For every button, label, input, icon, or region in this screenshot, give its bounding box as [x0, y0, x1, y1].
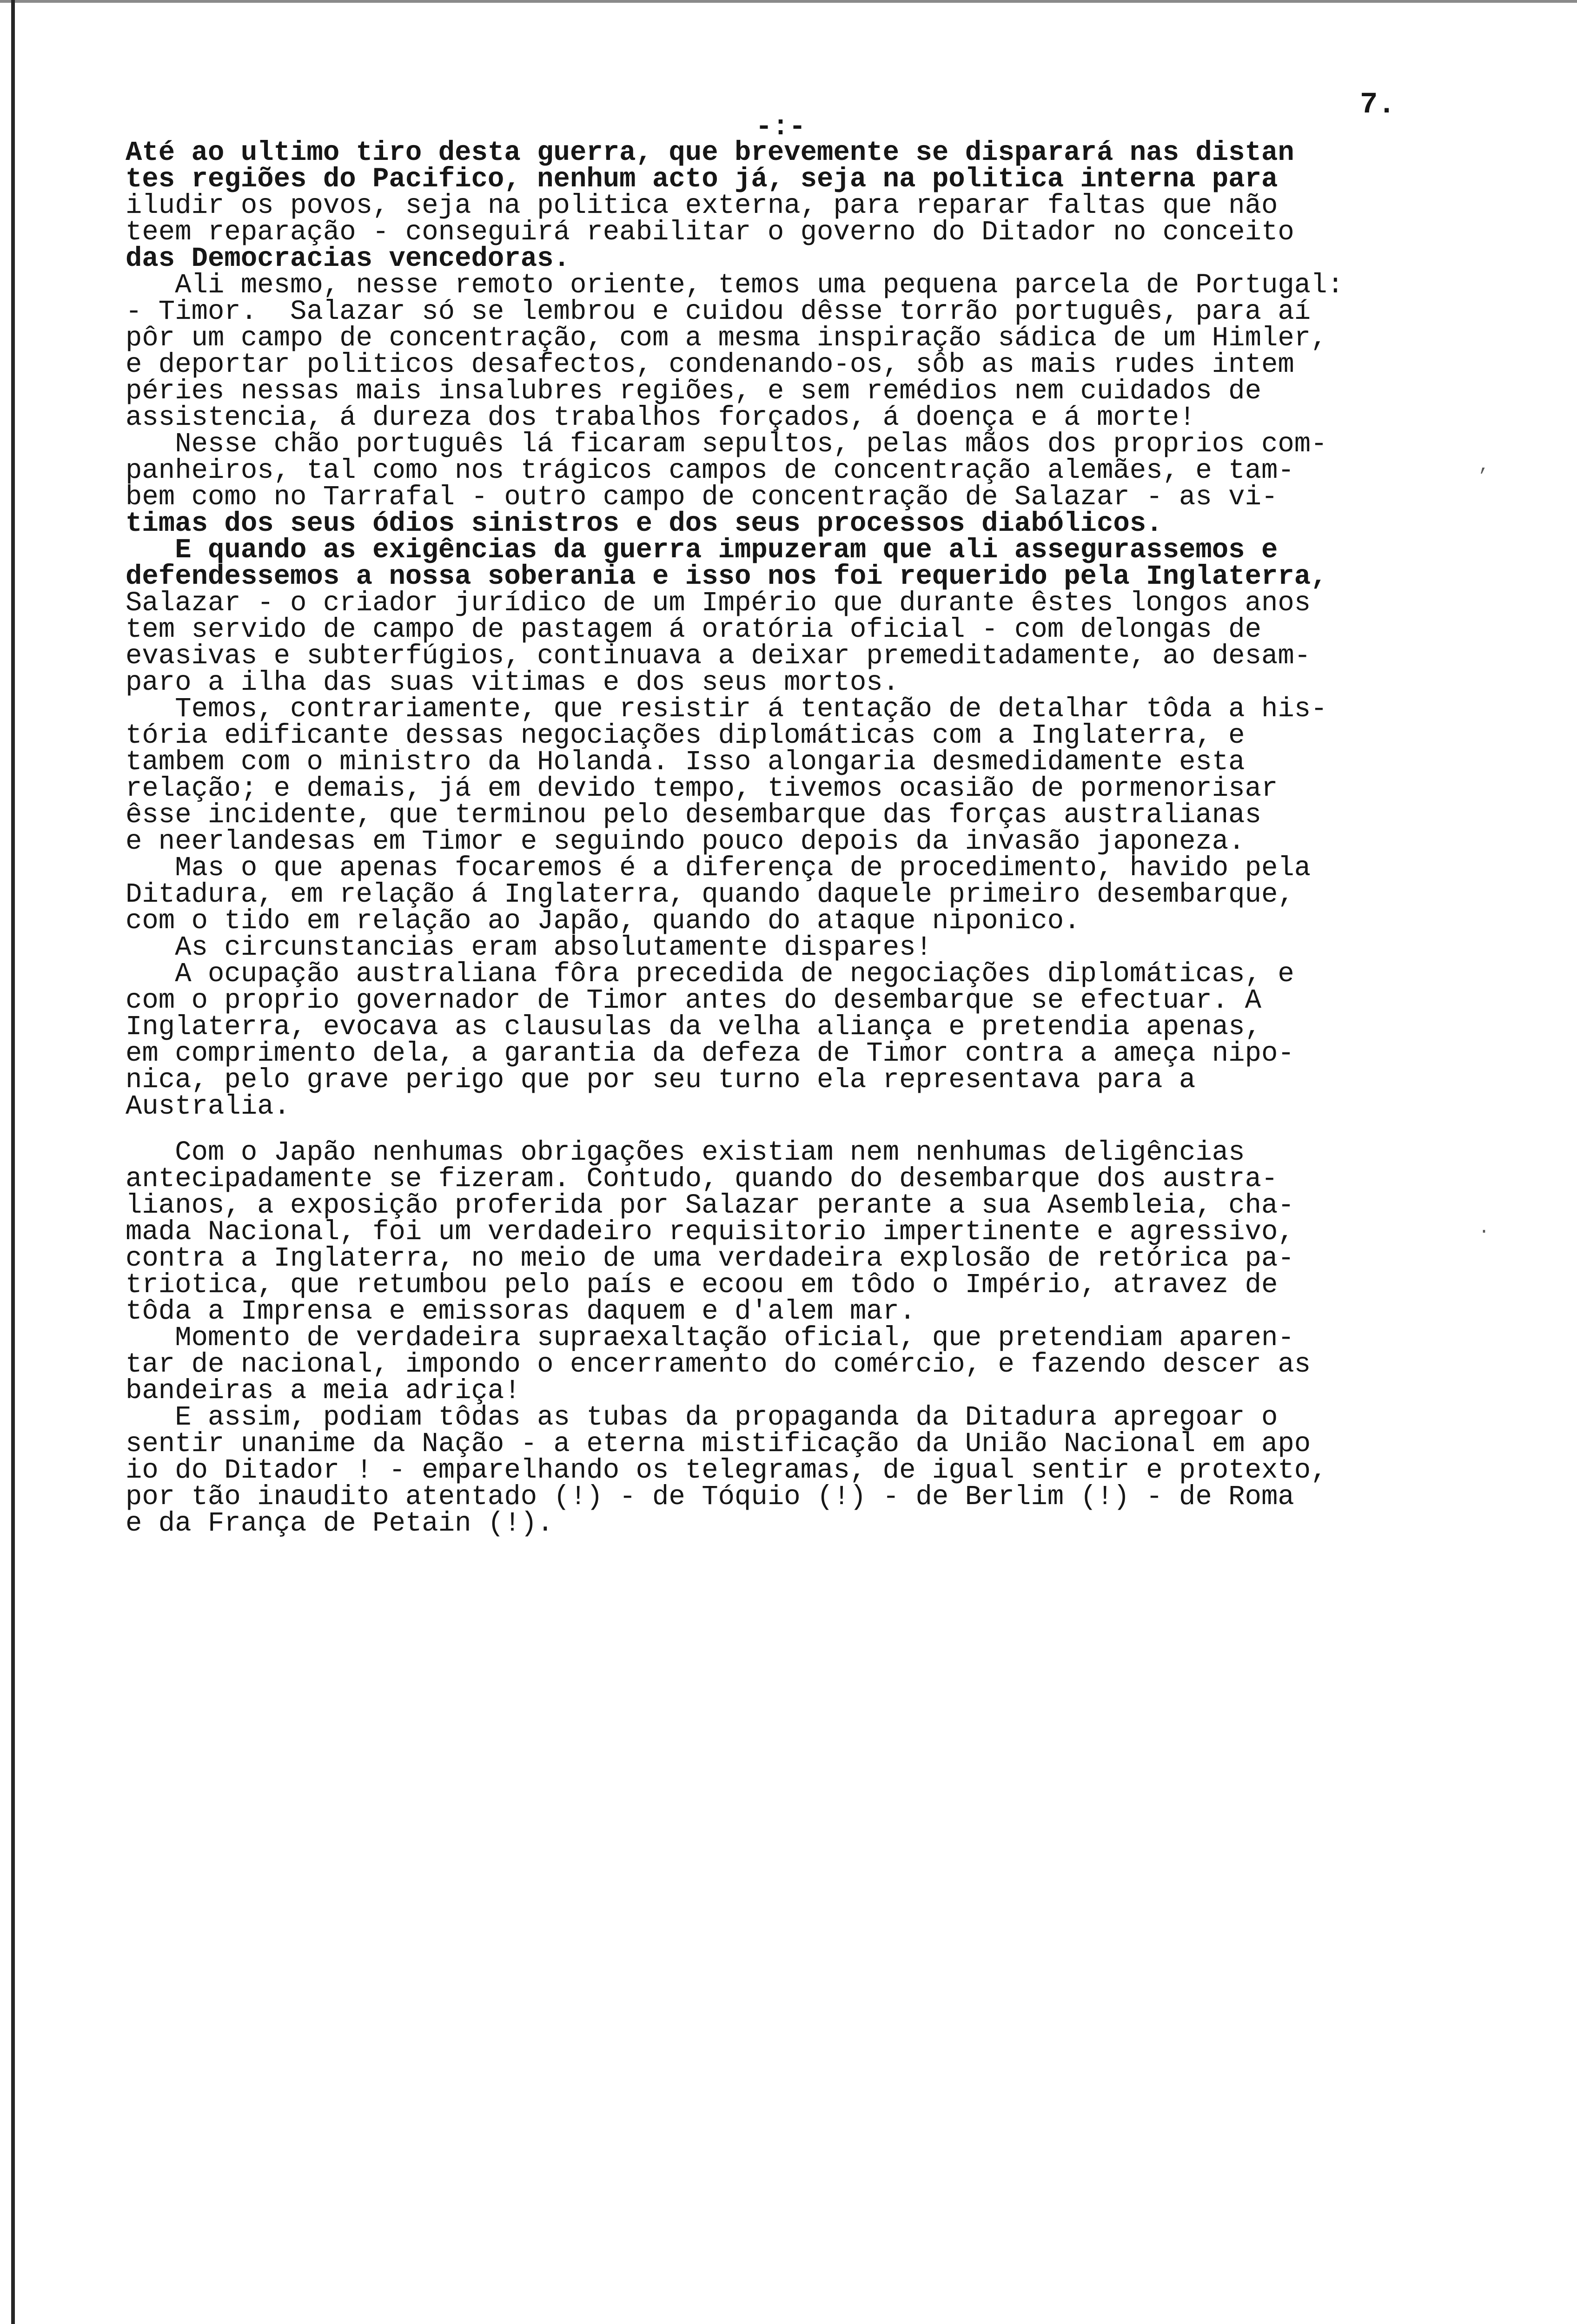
- text-line: com o tido em relação ao Japão, quando do ataque niponico.: [126, 908, 1080, 934]
- page-number: 7.: [1360, 88, 1396, 122]
- text-line: As circunstancias eram absolutamente dispares!: [126, 934, 932, 961]
- text-line: e neerlandesas em Timor e seguindo pouco depois da invasão japoneza.: [126, 828, 1245, 855]
- text-line: tar de nacional, impondo o encerramento do comércio, e fazendo descer as: [126, 1351, 1311, 1378]
- text-line: Inglaterra, evocava as clausulas da velha aliança e pretendia apenas,: [126, 1014, 1261, 1040]
- text-line: pôr um campo de concentração, com a mesma inspiração sádica de um Himler,: [126, 325, 1327, 351]
- text-line: E quando as exigências da guerra impuzeram que ali assegurassemos e: [126, 537, 1278, 563]
- text-line: Nesse chão português lá ficaram sepultos, pelas mãos dos proprios com-: [126, 431, 1327, 457]
- text-line: tes regiões do Pacifico, nenhum acto já, seja na politica interna para: [126, 166, 1278, 192]
- text-line: E assim, podiam tôdas as tubas da propaganda da Ditadura apregoar o: [126, 1404, 1278, 1431]
- page-body: [126, 139, 1446, 1537]
- text-line: evasivas e subterfúgios, continuava a deixar premeditadamente, ao desam-: [126, 643, 1311, 669]
- stray-mark: .: [1478, 1218, 1490, 1239]
- text-line: sentir unanime da Nação - a eterna mistificação da União Nacional em apo: [126, 1431, 1311, 1457]
- page-top-edge: [0, 0, 1577, 3]
- text-line: mada Nacional, foi um verdadeiro requisitorio impertinente e agressivo,: [126, 1219, 1294, 1245]
- text-line: tória edificante dessas negociações diplomáticas com a Inglaterra, e: [126, 722, 1245, 749]
- text-line: triotica, que retumbou pelo país e ecoou em tôdo o Império, atravez de: [126, 1272, 1278, 1298]
- text-line: A ocupação australiana fôra precedida de negociações diplomáticas, e: [126, 961, 1294, 987]
- scan-left-edge: [11, 0, 15, 2324]
- text-line: Australia.: [126, 1093, 291, 1120]
- text-line: panheiros, tal como nos trágicos campos de concentração alemães, e tam-: [126, 457, 1294, 484]
- section-separator: -:-: [755, 112, 806, 143]
- text-line: paro a ilha das suas vitimas e dos seus mortos.: [126, 669, 900, 696]
- text-line: das Democracias vencedoras.: [126, 245, 570, 272]
- text-line: defendessemos a nossa soberania e isso nos foi requerido pela Inglaterra,: [126, 563, 1327, 590]
- text-line: iludir os povos, seja na politica externa, para reparar faltas que não: [126, 192, 1278, 219]
- text-line: Com o Japão nenhumas obrigações existiam nem nenhumas deligências: [126, 1139, 1245, 1166]
- text-line: bem como no Tarrafal - outro campo de concentração de Salazar - as vi-: [126, 484, 1278, 510]
- text-line: io do Ditador ! - emparelhando os telegramas, de igual sentir e protexto,: [126, 1457, 1327, 1484]
- text-line: Até ao ultimo tiro desta guerra, que brevemente se disparará nas distan: [126, 139, 1294, 166]
- paragraph-gap: [126, 1120, 1446, 1139]
- text-line: timas dos seus ódios sinistros e dos seus processos diabólicos.: [126, 510, 1163, 537]
- stray-mark: ,: [1478, 456, 1490, 476]
- text-line: assistencia, á dureza dos trabalhos forçados, á doença e á morte!: [126, 404, 1196, 431]
- text-line: em comprimento dela, a garantia da defeza de Timor contra a ameça nipo-: [126, 1040, 1294, 1067]
- text-line: e da França de Petain (!).: [126, 1510, 554, 1537]
- text-line: Salazar - o criador jurídico de um Império que durante êstes longos anos: [126, 590, 1311, 616]
- text-line: relação; e demais, já em devido tempo, tivemos ocasião de pormenorisar: [126, 775, 1278, 802]
- text-line: antecipadamente se fizeram. Contudo, quando do desembarque dos austra-: [126, 1166, 1278, 1192]
- text-line: tôda a Imprensa e emissoras daquem e d'alem mar.: [126, 1298, 916, 1325]
- text-line: Temos, contrariamente, que resistir á tentação de detalhar tôda a his-: [126, 696, 1327, 722]
- text-line: êsse incidente, que terminou pelo desembarque das forças australianas: [126, 802, 1261, 828]
- text-line: Momento de verdadeira supraexaltação oficial, que pretendiam aparen-: [126, 1325, 1294, 1351]
- text-line: com o proprio governador de Timor antes do desembarque se efectuar. A: [126, 987, 1261, 1014]
- text-line: tambem com o ministro da Holanda. Isso alongaria desmedidamente esta: [126, 749, 1245, 775]
- text-line: - Timor. Salazar só se lembrou e cuidou dêsse torrão português, para aí: [126, 298, 1311, 325]
- text-line: tem servido de campo de pastagem á oratória oficial - com delongas de: [126, 616, 1261, 643]
- text-line: lianos, a exposição proferida por Salazar perante a sua Asembleia, cha-: [126, 1192, 1294, 1219]
- text-line: e deportar politicos desafectos, condenando-os, sôb as mais rudes intem: [126, 351, 1294, 378]
- text-line: Ditadura, em relação á Inglaterra, quando daquele primeiro desembarque,: [126, 881, 1294, 908]
- text-line: nica, pelo grave perigo que por seu turno ela representava para a: [126, 1067, 1196, 1093]
- text-line: teem reparação - conseguirá reabilitar o governo do Ditador no conceito: [126, 219, 1294, 245]
- text-line: Mas o que apenas focaremos é a diferença de procedimento, havido pela: [126, 855, 1311, 881]
- text-line: Ali mesmo, nesse remoto oriente, temos uma pequena parcela de Portugal:: [126, 272, 1344, 298]
- text-line: contra a Inglaterra, no meio de uma verdadeira explosão de retórica pa-: [126, 1245, 1294, 1272]
- text-line: por tão inaudito atentado (!) - de Tóquio (!) - de Berlim (!) - de Roma: [126, 1484, 1294, 1510]
- text-line: péries nessas mais insalubres regiões, e sem remédios nem cuidados de: [126, 378, 1261, 404]
- text-line: bandeiras a meia adriça!: [126, 1378, 521, 1404]
